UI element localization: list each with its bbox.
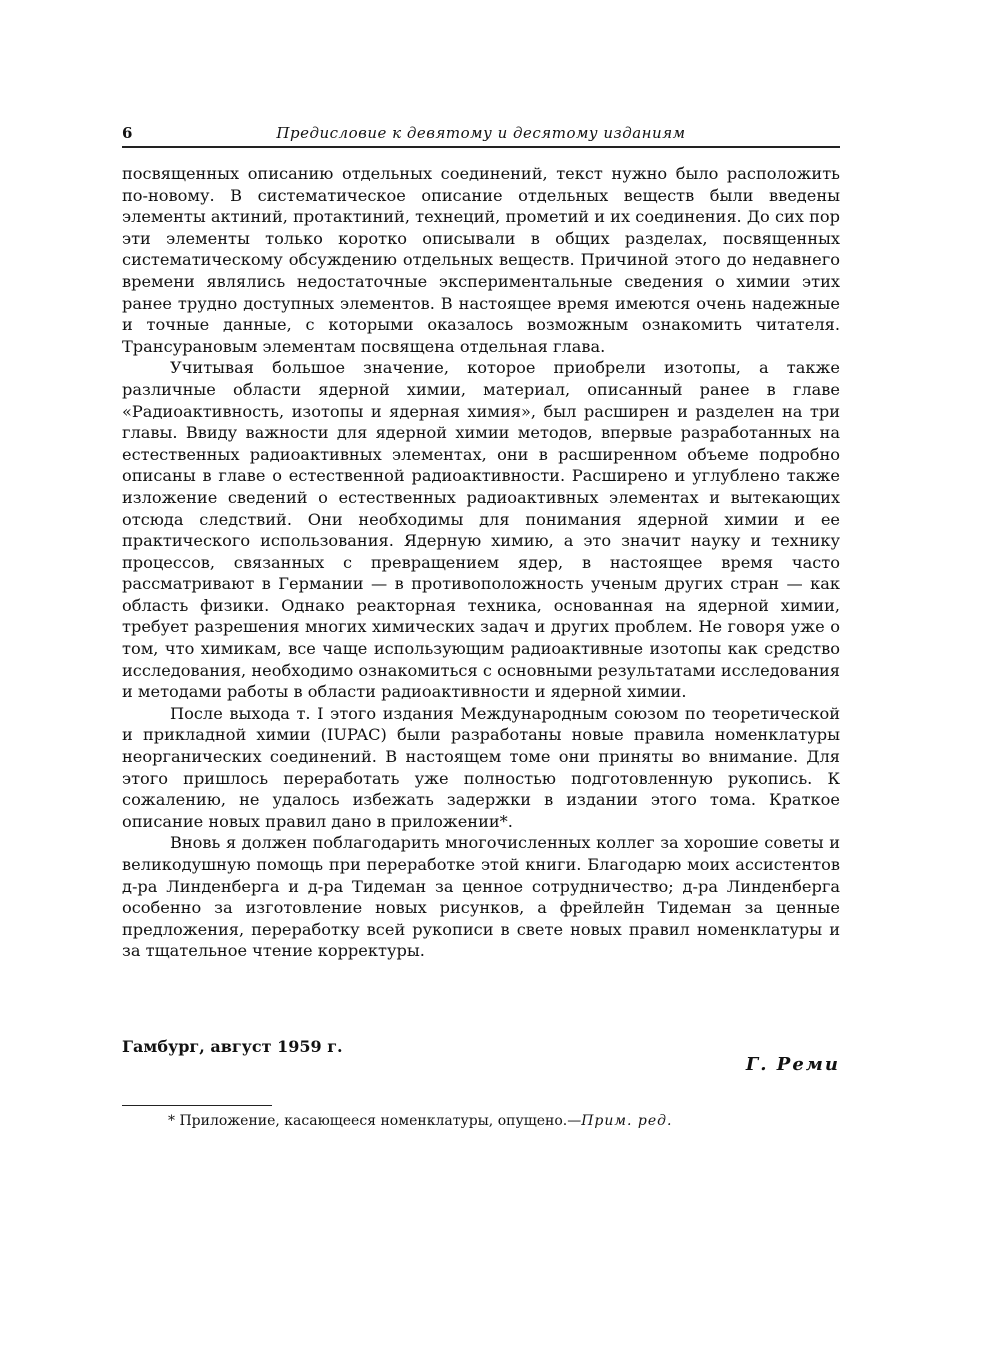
footnote <box>168 1113 672 1129</box>
body-text <box>122 163 840 962</box>
footnote-text: * Приложение, касающееся номенклатуры, опущено.— <box>168 1113 582 1129</box>
author-signature: Г. Реми <box>745 1054 840 1075</box>
running-title: Предисловие к девятому и десятому изданиям <box>276 124 686 142</box>
paragraph: Учитывая большое значение, которое приобрели изотопы, а также различные области ядерной химии, материал, описанный ранее в главе «Радиоактивность, изотопы и ядерная химия», был расширен и разделен на три главы. Ввиду важности для ядерной химии методов, впервые разработанных на естественных радиоактивных элементах, они в расширенном объеме подробно описаны в главе о естественной радиоактивности. Расширено и углублено также изложение сведений о естественных радиоактивных элементах и вытекающих отсюда следствий. Они необходимы для понимания ядерной химии и ее практического использования. Ядерную химию, а это значит науку и технику процессов, связанных с превращением ядер, в настоящее время часто рассматривают в Германии — в противоположность ученым других стран — как область физики. Однако реакторная техника, основанная на ядерной химии, требует разрешения многих химических задач и других проблем. Не говоря уже о том, что химикам, все чаще использующим радиоактивные изотопы как средство исследования, необходимо ознакомиться с основными результатами исследования и методами работы в области радиоактивности и ядерной химии. <box>122 358 840 702</box>
page-header <box>122 122 840 148</box>
place-date: Гамбург, август 1959 г. <box>122 1037 343 1056</box>
paragraph: После выхода т. I этого издания Международным союзом по теоретической и прикладной химии (IUPAC) были разработаны новые правила номенклатуры неорганических соединений. В настоящем томе они приняты во внимание. Для этого пришлось переработать уже полностью подготовленную рукопись. К сожалению, не удалось избежать задержки в издании этого тома. Краткое описание новых правил дано в приложении*. <box>122 703 840 831</box>
page-number: 6 <box>122 124 133 142</box>
editor-note: Прим. ред. <box>581 1113 673 1129</box>
paragraph: Вновь я должен поблагодарить многочисленных коллег за хорошие советы и великодушную помощь при переработке этой книги. Благодарю моих ассистентов д-ра Линденберга и д-ра Тидеман за ценное сотрудничество; д-ра Линденберга особенно за изготовление новых рисунков, а фрейлейн Тидеман за ценные предложения, переработку всей рукописи в свете новых правил номенклатуры и за тщательное чтение корректуры. <box>122 833 840 961</box>
paragraph: посвященных описанию отдельных соединений, текст нужно было расположить по-новому. В систематическое описание отдельных веществ были введены элементы актиний, протактиний, технеций, прометий и их соединения. До сих пор эти элементы только коротко описывали в общих разделах, посвященных систематическому обсуждению отдельных веществ. Причиной этого до недавнего времени являлись недостаточные экспериментальные сведения о химии этих ранее трудно доступных элементов. В настоящее время имеются очень надежные и точные данные, с которыми оказалось возможным ознакомить читателя. Трансурановым элементам посвящена отдельная глава. <box>122 164 840 356</box>
footnote-divider <box>122 1105 272 1106</box>
